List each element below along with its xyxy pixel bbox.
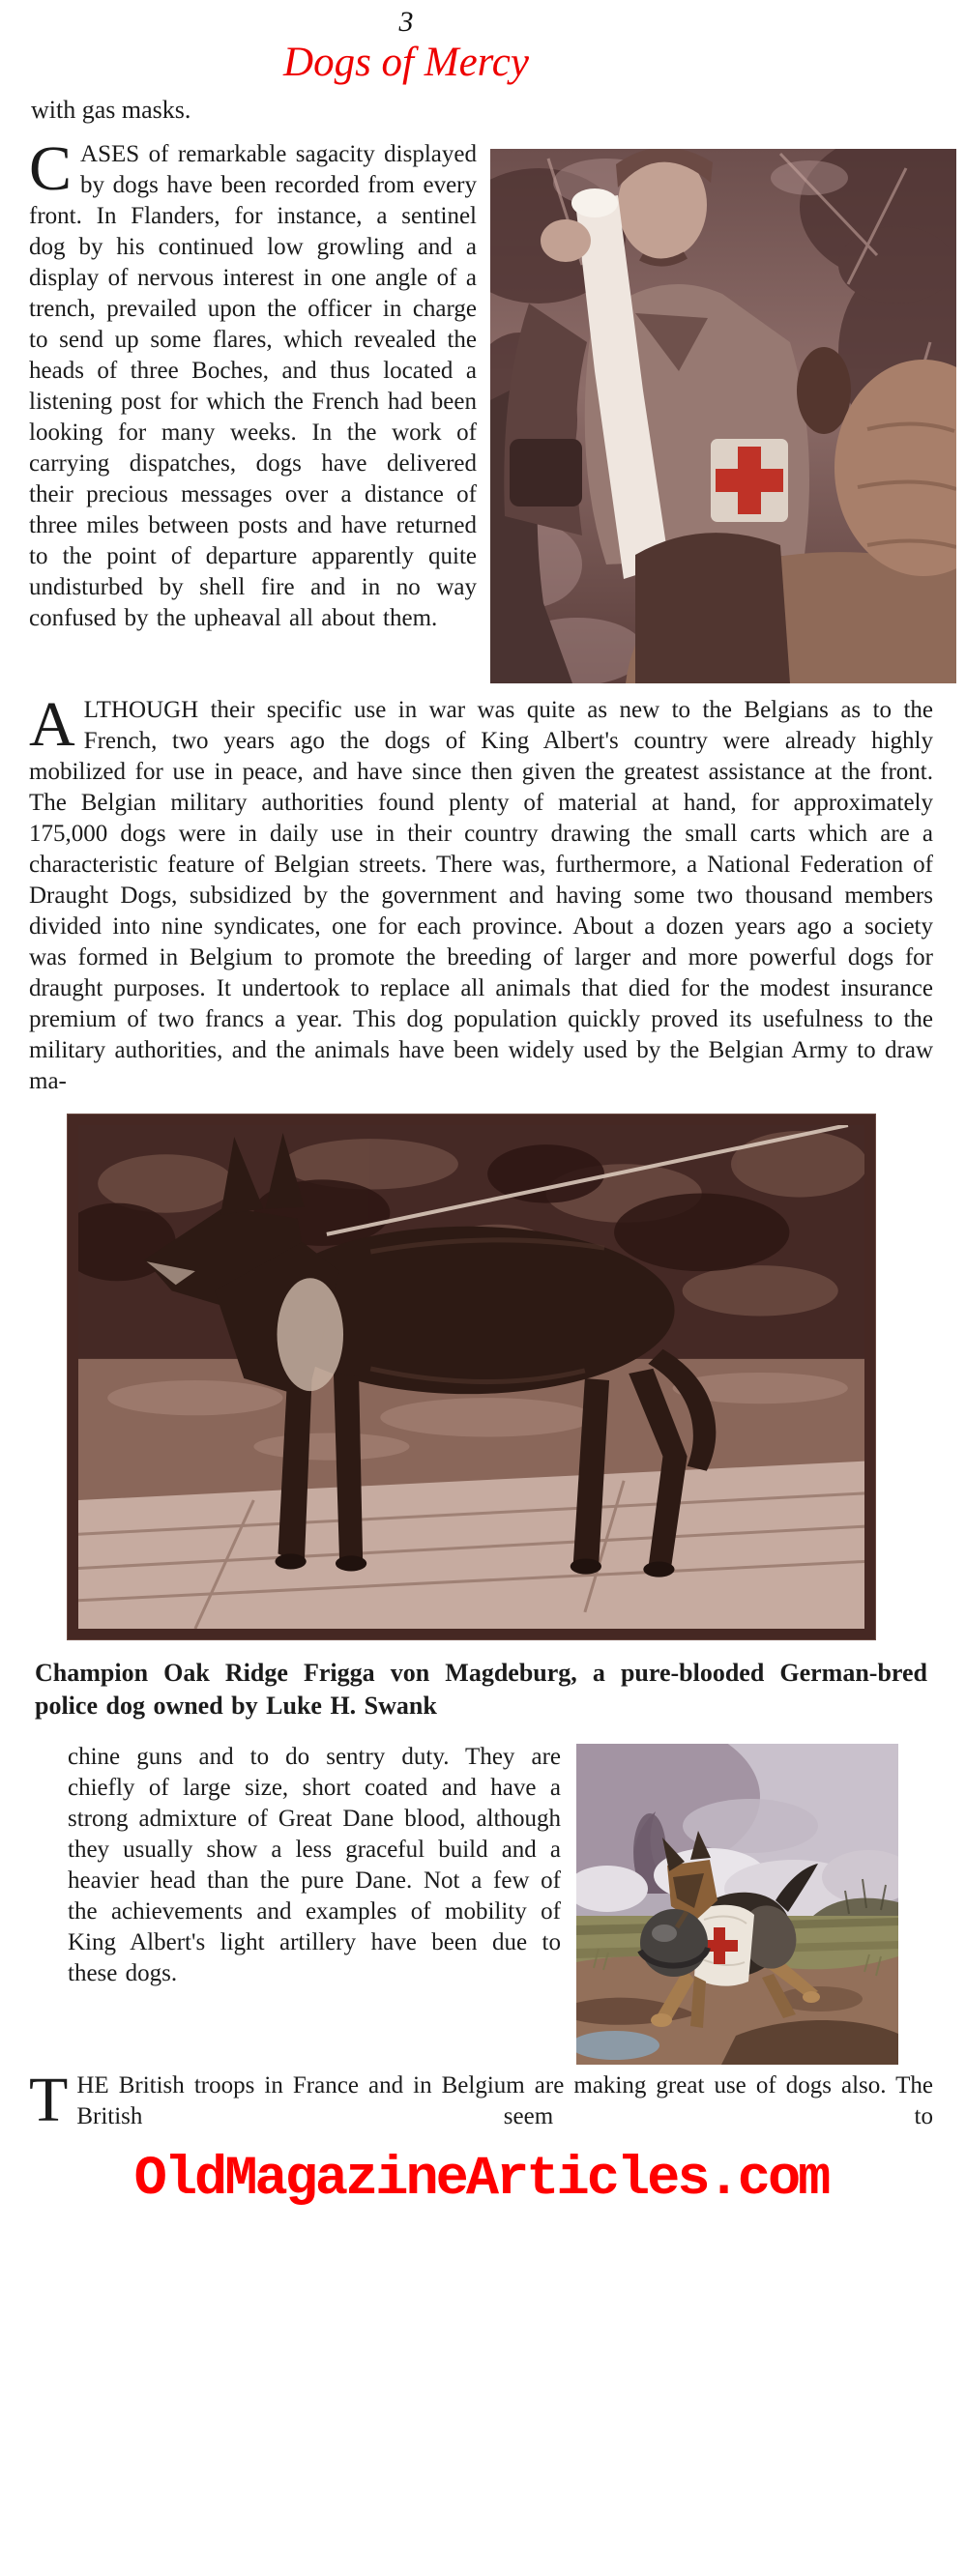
red-cross-icon (711, 439, 788, 522)
paragraph-although-text: LTHOUGH their specific use in war was quite as new to the Belgians as to the French, two years ago the dogs of King Albert's country were already highly mobilized for use in peace, and have since then given the greatest assistance at the front. The Belgian military authorities found plenty of material at hand, for approximately 175,000 dogs were in daily use in their country drawing the small carts which are a characteristic feature of Belgian streets. There was, furthermore, a National Federation of Draught Dogs, subsidized by the government and having some two thousand members divided into nine syndicates, one for each province. About a dozen years ago a society was formed in Belgium to promote the breeding of larger and more powerful dogs for draught purposes. It undertook to replace all animals that died for the modest insurance premium of two francs a year. This dog population quickly proved its usefulness to the military authorities, and the animals have been widely used by the Belgian Army to draw ma- (29, 697, 933, 1094)
messenger-dog-painting (576, 1744, 898, 2065)
soldier-and-dog-photo-art (490, 149, 956, 683)
paragraph-cases-text: ASES of remarkable sagacity displayed by dogs have been recorded from every front. In Flanders, for instance, a sentinel dog by his continued low growling and a display of nervous interest in one angle of a trench, prevailed upon the officer in charge to send up some flares, which revealed the heads of three Boches, and thus located a listening post for which the French had been looking for many weeks. In the work of carrying dispatches, dogs have delivered their precious messages over a distance of three miles between posts and have returned to the point of departure apparently quite undisturbed by shell fire and in no way confused by the upheaval all about them. (29, 141, 477, 631)
dropcap-c: C (29, 133, 73, 204)
site-name: OldMagazineArticles.com (133, 2149, 829, 2211)
messenger-dog-painting-art (576, 1744, 898, 2065)
lead-fragment: with gas masks. (31, 96, 191, 124)
dropcap-a: A (29, 689, 75, 760)
paragraph-british (29, 2065, 933, 2135)
masthead (29, 6, 783, 87)
section-cases (29, 133, 933, 689)
soldier-and-dog-photo (490, 149, 956, 683)
paragraph-although (29, 689, 933, 1097)
page-number: 3 (398, 6, 414, 38)
paragraph-british-text: HE British troops in France and in Belgium are making great use of dogs also. The British seem to (76, 2072, 933, 2129)
page-title: Dogs of Mercy (283, 40, 529, 85)
police-dog-photo-art (78, 1125, 864, 1629)
section-machine-guns (68, 1742, 933, 2070)
photo-caption: Champion Oak Ridge Frigga von Magdeburg, a pure-blooded German-bred police dog owned by Luke H. Swank (35, 1659, 927, 1720)
dropcap-t: T (29, 2065, 69, 2135)
police-dog-photo (68, 1114, 875, 1639)
paragraph-machine-guns: chine guns and to do sentry duty. They are chiefly of large size, short coated and have a strong admixture of Great Dane blood, although they usually show a less graceful build and a heavier head than the pure Dane. Not a few of the achievements and examples of mobility of King Albert's light artillery have been due to these dogs. (68, 1744, 561, 1986)
